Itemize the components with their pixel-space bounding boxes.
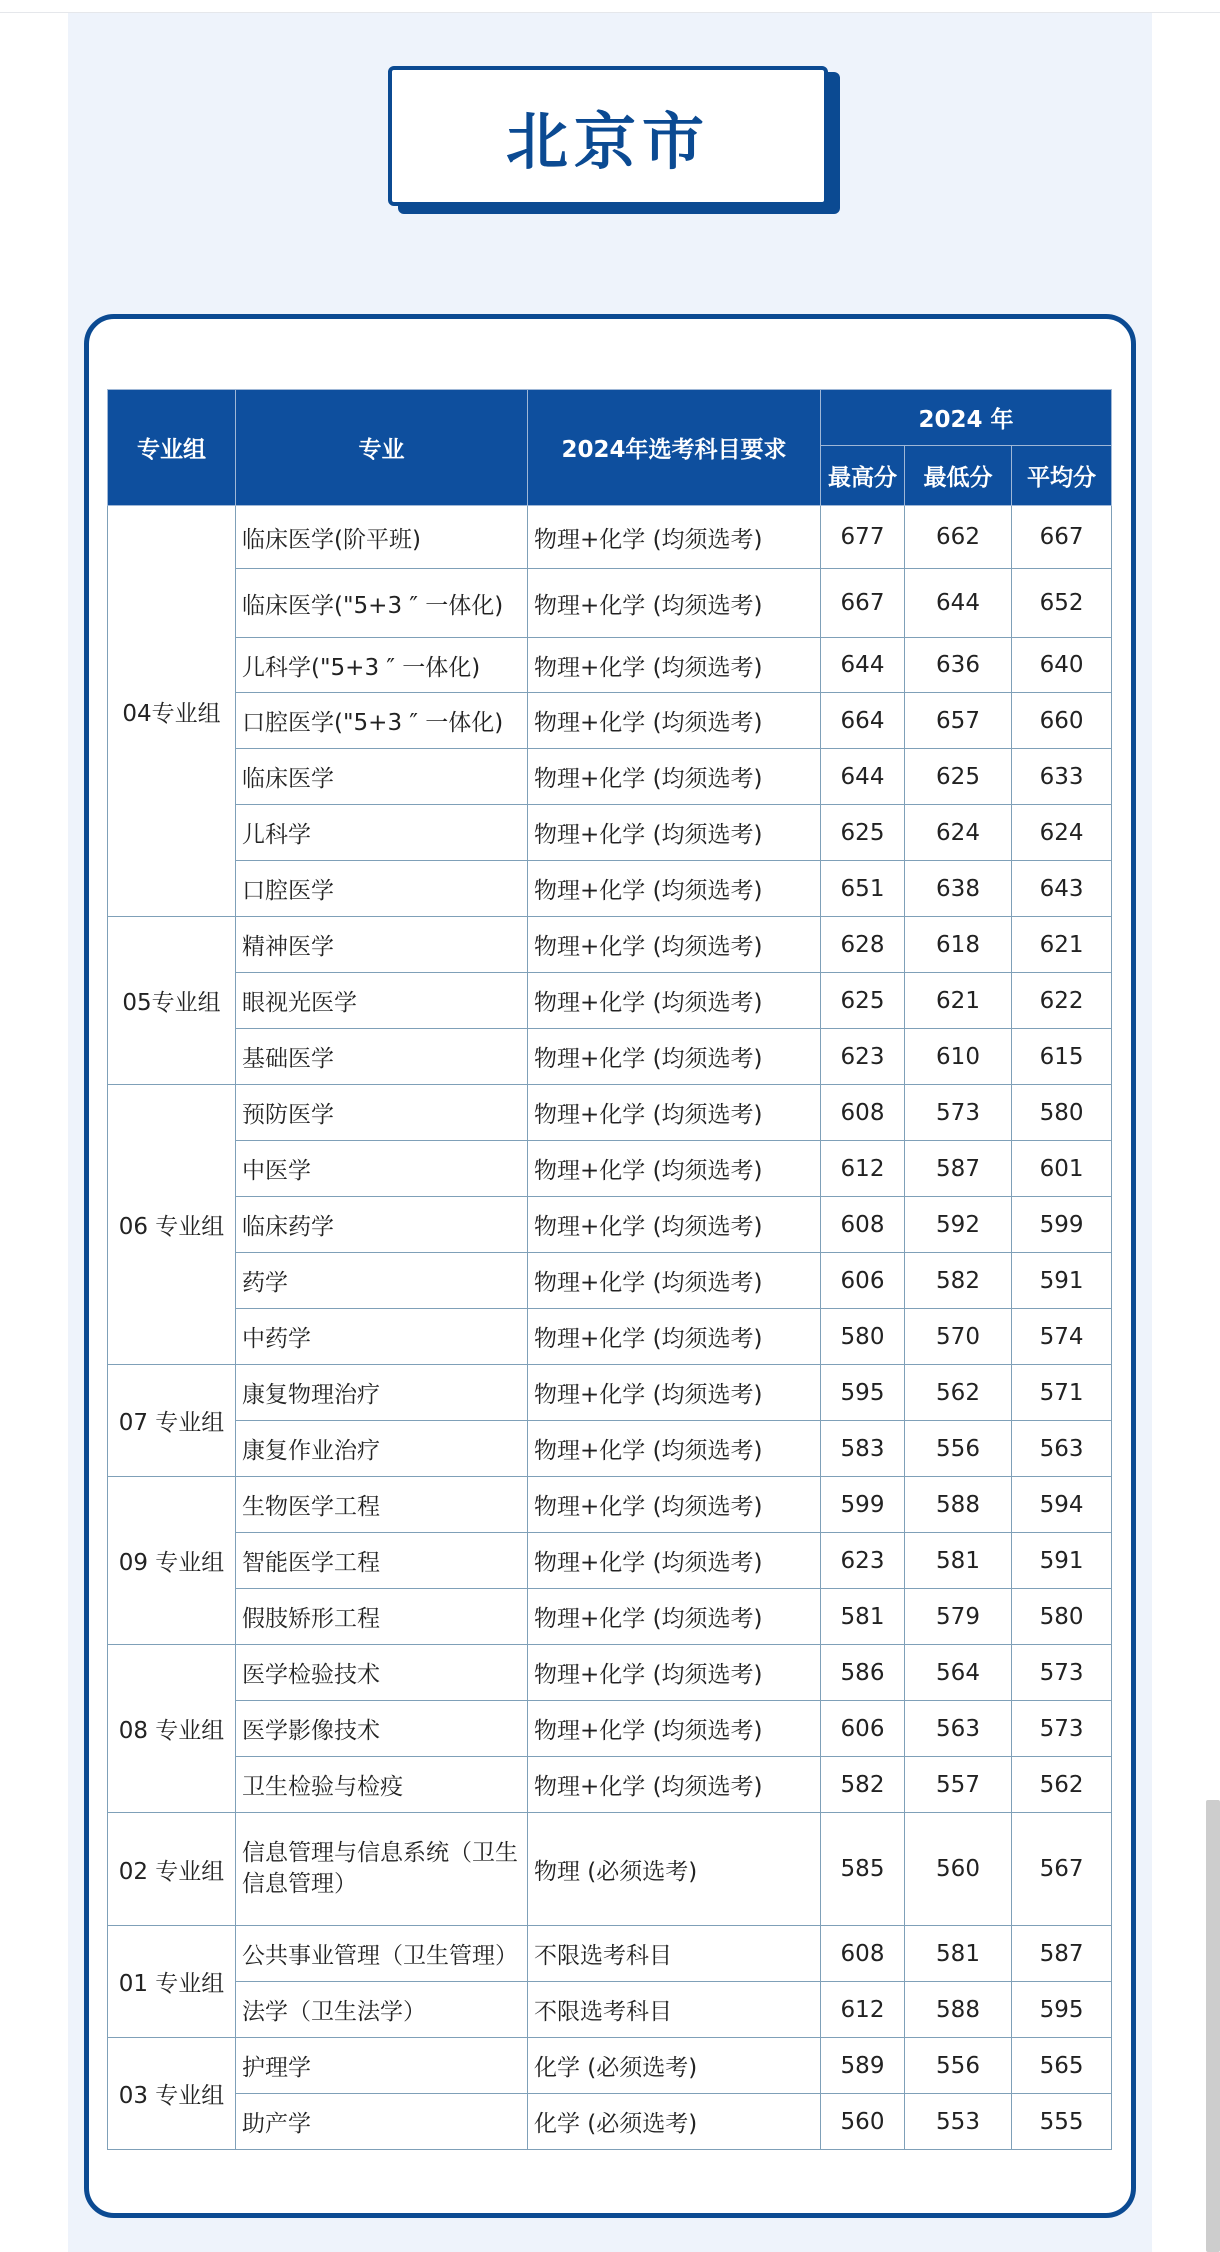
- requirement-cell: 物理+化学 (均须选考): [528, 1477, 821, 1533]
- header-year: 2024 年: [821, 390, 1112, 446]
- requirement-cell: 物理+化学 (均须选考): [528, 917, 821, 973]
- avg-score-cell: 595: [1012, 1982, 1112, 2038]
- major-cell: 精神医学: [236, 917, 528, 973]
- requirement-cell: 不限选考科目: [528, 1926, 821, 1982]
- min-score-cell: 556: [905, 2038, 1012, 2094]
- major-cell: 生物医学工程: [236, 1477, 528, 1533]
- table-row: [108, 2038, 1112, 2094]
- requirement-cell: 物理+化学 (均须选考): [528, 1141, 821, 1197]
- max-score-cell: 664: [821, 693, 905, 749]
- min-score-cell: 562: [905, 1365, 1012, 1421]
- requirement-cell: 物理+化学 (均须选考): [528, 861, 821, 917]
- table-row: [108, 506, 1112, 569]
- avg-score-cell: 615: [1012, 1029, 1112, 1085]
- avg-score-cell: 652: [1012, 569, 1112, 638]
- avg-score-cell: 574: [1012, 1309, 1112, 1365]
- requirement-cell: 物理+化学 (均须选考): [528, 1757, 821, 1813]
- requirement-cell: 物理+化学 (均须选考): [528, 506, 821, 569]
- min-score-cell: 621: [905, 973, 1012, 1029]
- table-row: [108, 973, 1112, 1029]
- major-cell: 预防医学: [236, 1085, 528, 1141]
- avg-score-cell: 580: [1012, 1085, 1112, 1141]
- requirement-cell: 物理+化学 (均须选考): [528, 1029, 821, 1085]
- requirement-cell: 物理+化学 (均须选考): [528, 1533, 821, 1589]
- table-row: [108, 1141, 1112, 1197]
- avg-score-cell: 571: [1012, 1365, 1112, 1421]
- major-cell: 药学: [236, 1253, 528, 1309]
- min-score-cell: 556: [905, 1421, 1012, 1477]
- table-row: [108, 1533, 1112, 1589]
- max-score-cell: 585: [821, 1813, 905, 1926]
- major-cell: 临床医学(阶平班): [236, 506, 528, 569]
- group-cell: 07 专业组: [108, 1365, 236, 1477]
- min-score-cell: 581: [905, 1533, 1012, 1589]
- major-cell: 眼视光医学: [236, 973, 528, 1029]
- min-score-cell: 557: [905, 1757, 1012, 1813]
- avg-score-cell: 640: [1012, 638, 1112, 693]
- table-row: [108, 569, 1112, 638]
- max-score-cell: 628: [821, 917, 905, 973]
- major-cell: 康复作业治疗: [236, 1421, 528, 1477]
- max-score-cell: 608: [821, 1085, 905, 1141]
- major-cell: 假肢矫形工程: [236, 1589, 528, 1645]
- major-cell: 法学（卫生法学）: [236, 1982, 528, 2038]
- requirement-cell: 物理+化学 (均须选考): [528, 1197, 821, 1253]
- max-score-cell: 595: [821, 1365, 905, 1421]
- major-cell: 智能医学工程: [236, 1533, 528, 1589]
- requirement-cell: 物理+化学 (均须选考): [528, 569, 821, 638]
- requirement-cell: 物理+化学 (均须选考): [528, 973, 821, 1029]
- table-row: [108, 1701, 1112, 1757]
- group-cell: 01 专业组: [108, 1926, 236, 2038]
- requirement-cell: 物理+化学 (均须选考): [528, 1365, 821, 1421]
- avg-score-cell: 633: [1012, 749, 1112, 805]
- min-score-cell: 657: [905, 693, 1012, 749]
- max-score-cell: 625: [821, 973, 905, 1029]
- requirement-cell: 物理+化学 (均须选考): [528, 693, 821, 749]
- avg-score-cell: 580: [1012, 1589, 1112, 1645]
- max-score-cell: 608: [821, 1197, 905, 1253]
- header-major: 专业: [236, 390, 528, 506]
- max-score-cell: 623: [821, 1029, 905, 1085]
- min-score-cell: 592: [905, 1197, 1012, 1253]
- group-cell: 08 专业组: [108, 1645, 236, 1813]
- header-group: 专业组: [108, 390, 236, 506]
- table-row: [108, 1757, 1112, 1813]
- major-cell: 儿科学: [236, 805, 528, 861]
- header-avg: 平均分: [1012, 446, 1112, 506]
- major-cell: 基础医学: [236, 1029, 528, 1085]
- avg-score-cell: 565: [1012, 2038, 1112, 2094]
- requirement-cell: 物理+化学 (均须选考): [528, 1085, 821, 1141]
- avg-score-cell: 667: [1012, 506, 1112, 569]
- major-cell: 医学检验技术: [236, 1645, 528, 1701]
- avg-score-cell: 587: [1012, 1926, 1112, 1982]
- major-cell: 口腔医学("5+3 ″ 一体化): [236, 693, 528, 749]
- group-cell: 03 专业组: [108, 2038, 236, 2150]
- table-row: [108, 749, 1112, 805]
- avg-score-cell: 624: [1012, 805, 1112, 861]
- max-score-cell: 644: [821, 638, 905, 693]
- avg-score-cell: 591: [1012, 1533, 1112, 1589]
- major-cell: 信息管理与信息系统（卫生信息管理）: [236, 1813, 528, 1926]
- title-banner: [388, 66, 828, 206]
- major-cell: 医学影像技术: [236, 1701, 528, 1757]
- table-row: [108, 1477, 1112, 1533]
- requirement-cell: 不限选考科目: [528, 1982, 821, 2038]
- min-score-cell: 625: [905, 749, 1012, 805]
- min-score-cell: 588: [905, 1477, 1012, 1533]
- min-score-cell: 588: [905, 1982, 1012, 2038]
- major-cell: 公共事业管理（卫生管理）: [236, 1926, 528, 1982]
- table-row: [108, 861, 1112, 917]
- requirement-cell: 化学 (必须选考): [528, 2094, 821, 2150]
- max-score-cell: 606: [821, 1701, 905, 1757]
- min-score-cell: 624: [905, 805, 1012, 861]
- header-min: 最低分: [905, 446, 1012, 506]
- table-row: [108, 693, 1112, 749]
- major-cell: 临床药学: [236, 1197, 528, 1253]
- group-cell: 05专业组: [108, 917, 236, 1085]
- header-max: 最高分: [821, 446, 905, 506]
- table-row: [108, 638, 1112, 693]
- max-score-cell: 667: [821, 569, 905, 638]
- requirement-cell: 物理+化学 (均须选考): [528, 1645, 821, 1701]
- table-body: [108, 506, 1112, 2150]
- min-score-cell: 570: [905, 1309, 1012, 1365]
- avg-score-cell: 660: [1012, 693, 1112, 749]
- major-cell: 临床医学("5+3 ″ 一体化): [236, 569, 528, 638]
- requirement-cell: 物理+化学 (均须选考): [528, 1421, 821, 1477]
- max-score-cell: 560: [821, 2094, 905, 2150]
- max-score-cell: 599: [821, 1477, 905, 1533]
- requirement-cell: 物理+化学 (均须选考): [528, 1589, 821, 1645]
- score-table: [107, 389, 1112, 2150]
- requirement-cell: 物理+化学 (均须选考): [528, 1701, 821, 1757]
- min-score-cell: 636: [905, 638, 1012, 693]
- min-score-cell: 618: [905, 917, 1012, 973]
- major-cell: 口腔医学: [236, 861, 528, 917]
- avg-score-cell: 567: [1012, 1813, 1112, 1926]
- min-score-cell: 564: [905, 1645, 1012, 1701]
- avg-score-cell: 591: [1012, 1253, 1112, 1309]
- min-score-cell: 553: [905, 2094, 1012, 2150]
- table-row: [108, 1029, 1112, 1085]
- major-cell: 临床医学: [236, 749, 528, 805]
- requirement-cell: 物理+化学 (均须选考): [528, 749, 821, 805]
- table-row: [108, 1589, 1112, 1645]
- min-score-cell: 662: [905, 506, 1012, 569]
- group-cell: 04专业组: [108, 506, 236, 917]
- table-row: [108, 917, 1112, 973]
- min-score-cell: 560: [905, 1813, 1012, 1926]
- max-score-cell: 623: [821, 1533, 905, 1589]
- major-cell: 康复物理治疗: [236, 1365, 528, 1421]
- table-row: [108, 805, 1112, 861]
- requirement-cell: 化学 (必须选考): [528, 2038, 821, 2094]
- scrollbar-thumb[interactable]: [1206, 1800, 1220, 2252]
- table-row: [108, 1253, 1112, 1309]
- min-score-cell: 563: [905, 1701, 1012, 1757]
- max-score-cell: 586: [821, 1645, 905, 1701]
- avg-score-cell: 622: [1012, 973, 1112, 1029]
- major-cell: 护理学: [236, 2038, 528, 2094]
- table-row: [108, 1309, 1112, 1365]
- header-requirement: 2024年选考科目要求: [528, 390, 821, 506]
- avg-score-cell: 573: [1012, 1645, 1112, 1701]
- avg-score-cell: 621: [1012, 917, 1112, 973]
- min-score-cell: 610: [905, 1029, 1012, 1085]
- table-row: [108, 1926, 1112, 1982]
- table-row: [108, 1365, 1112, 1421]
- min-score-cell: 573: [905, 1085, 1012, 1141]
- table-row: [108, 1645, 1112, 1701]
- group-cell: 09 专业组: [108, 1477, 236, 1645]
- requirement-cell: 物理+化学 (均须选考): [528, 1253, 821, 1309]
- table-row: [108, 2094, 1112, 2150]
- max-score-cell: 582: [821, 1757, 905, 1813]
- min-score-cell: 587: [905, 1141, 1012, 1197]
- min-score-cell: 638: [905, 861, 1012, 917]
- table-row: [108, 1085, 1112, 1141]
- min-score-cell: 581: [905, 1926, 1012, 1982]
- min-score-cell: 582: [905, 1253, 1012, 1309]
- min-score-cell: 644: [905, 569, 1012, 638]
- requirement-cell: 物理+化学 (均须选考): [528, 638, 821, 693]
- max-score-cell: 583: [821, 1421, 905, 1477]
- table-row: [108, 1813, 1112, 1926]
- max-score-cell: 606: [821, 1253, 905, 1309]
- major-cell: 中药学: [236, 1309, 528, 1365]
- max-score-cell: 651: [821, 861, 905, 917]
- table-row: [108, 1982, 1112, 2038]
- major-cell: 儿科学("5+3 ″ 一体化): [236, 638, 528, 693]
- avg-score-cell: 599: [1012, 1197, 1112, 1253]
- major-cell: 中医学: [236, 1141, 528, 1197]
- major-cell: 卫生检验与检疫: [236, 1757, 528, 1813]
- max-score-cell: 612: [821, 1982, 905, 2038]
- group-cell: 02 专业组: [108, 1813, 236, 1926]
- group-cell: 06 专业组: [108, 1085, 236, 1365]
- avg-score-cell: 601: [1012, 1141, 1112, 1197]
- requirement-cell: 物理+化学 (均须选考): [528, 805, 821, 861]
- max-score-cell: 580: [821, 1309, 905, 1365]
- min-score-cell: 579: [905, 1589, 1012, 1645]
- avg-score-cell: 563: [1012, 1421, 1112, 1477]
- max-score-cell: 581: [821, 1589, 905, 1645]
- avg-score-cell: 643: [1012, 861, 1112, 917]
- page-title: 北京市: [505, 104, 710, 178]
- max-score-cell: 589: [821, 2038, 905, 2094]
- major-cell: 助产学: [236, 2094, 528, 2150]
- table-row: [108, 1197, 1112, 1253]
- max-score-cell: 644: [821, 749, 905, 805]
- max-score-cell: 608: [821, 1926, 905, 1982]
- max-score-cell: 612: [821, 1141, 905, 1197]
- avg-score-cell: 573: [1012, 1701, 1112, 1757]
- requirement-cell: 物理 (必须选考): [528, 1813, 821, 1926]
- avg-score-cell: 555: [1012, 2094, 1112, 2150]
- avg-score-cell: 594: [1012, 1477, 1112, 1533]
- table-row: [108, 1421, 1112, 1477]
- table-header: [108, 390, 1112, 506]
- avg-score-cell: 562: [1012, 1757, 1112, 1813]
- max-score-cell: 625: [821, 805, 905, 861]
- requirement-cell: 物理+化学 (均须选考): [528, 1309, 821, 1365]
- max-score-cell: 677: [821, 506, 905, 569]
